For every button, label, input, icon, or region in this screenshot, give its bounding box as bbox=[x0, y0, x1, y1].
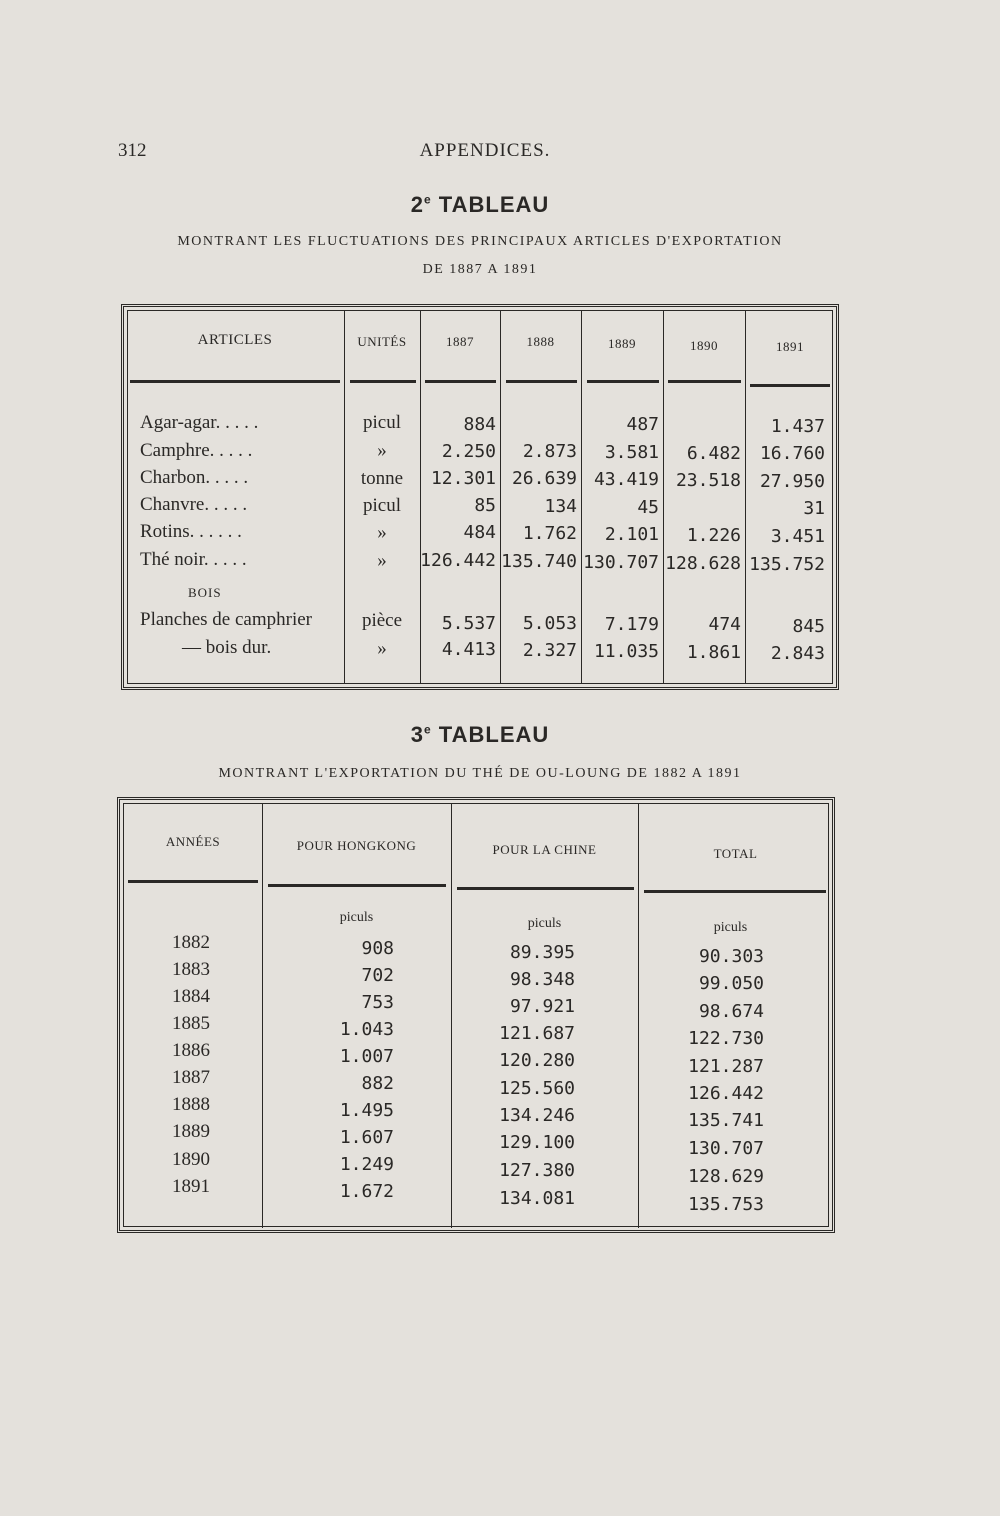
table2-value-1890: 6.482 bbox=[686, 443, 741, 464]
table3-chine: 98.348 bbox=[509, 969, 575, 990]
table3-header-rule bbox=[128, 880, 258, 883]
table3-year: 1884 bbox=[172, 986, 210, 1007]
table2-value-1891: 3.451 bbox=[770, 526, 825, 547]
table2-header-1888: 1888 bbox=[526, 334, 555, 349]
table3-total: 135.753 bbox=[688, 1194, 764, 1215]
table2-value-1889: 130.707 bbox=[583, 552, 659, 573]
table2-article: — bois dur. bbox=[182, 637, 272, 658]
table2-title-num: 2 bbox=[410, 192, 424, 217]
table3-year: 1888 bbox=[172, 1094, 210, 1115]
table3-hongkong: 908 bbox=[361, 938, 394, 959]
table2-unit: » bbox=[377, 638, 387, 659]
table2-value-1889: 487 bbox=[626, 414, 659, 435]
table3-hongkong: 1.249 bbox=[339, 1154, 394, 1175]
table2-value-1887: 5.537 bbox=[441, 613, 496, 634]
table3-total: 121.287 bbox=[688, 1056, 764, 1077]
table2-article: Charbon. . . . . bbox=[140, 467, 249, 488]
table3-hongkong: 1.607 bbox=[339, 1127, 394, 1148]
table3-header-hongkong: POUR HONGKONG bbox=[296, 838, 417, 853]
table2-value-1887: 4.413 bbox=[441, 639, 496, 660]
table2-header-1889: 1889 bbox=[608, 336, 636, 351]
page-number: 312 bbox=[118, 140, 147, 161]
table3-title-word: TABLEAU bbox=[438, 722, 550, 747]
table3-total: 135.741 bbox=[688, 1110, 764, 1131]
table2-value-1887: 884 bbox=[463, 414, 496, 435]
table2-value-1888: 134 bbox=[544, 496, 577, 517]
table2-value-1889: 43.419 bbox=[593, 469, 659, 490]
table2-value-1891: 1.437 bbox=[770, 416, 825, 437]
table2-unit: picul bbox=[363, 495, 401, 516]
table2-unit: tonne bbox=[360, 468, 404, 489]
table2-value-1891: 135.752 bbox=[749, 554, 825, 575]
table2-header-rule bbox=[130, 380, 340, 383]
table2-value-1889: 3.581 bbox=[604, 442, 659, 463]
table2-value-1888: 135.740 bbox=[501, 551, 577, 572]
table3-unit-hongkong: piculs bbox=[339, 910, 374, 925]
table3-hongkong: 1.043 bbox=[339, 1019, 394, 1040]
table3-title-sup: e bbox=[423, 722, 432, 737]
table2-title bbox=[0, 192, 960, 218]
table2-header-1887: 1887 bbox=[446, 334, 474, 349]
table2-title-word: TABLEAU bbox=[438, 192, 550, 217]
table2-article: Camphre. . . . . bbox=[140, 440, 253, 461]
table2-unit: » bbox=[377, 550, 387, 571]
table2-value-1888: 1.762 bbox=[522, 523, 577, 544]
table3-chine: 125.560 bbox=[499, 1078, 575, 1099]
table2-subtitle-line1: MONTRANT LES FLUCTUATIONS DES PRINCIPAUX ARTICLES D'EXPORTATION bbox=[177, 234, 783, 249]
table3-hongkong: 702 bbox=[361, 965, 394, 986]
table2-header-1891: 1891 bbox=[776, 339, 804, 354]
table3-chine: 120.280 bbox=[499, 1050, 575, 1071]
table2-value-1888: 2.327 bbox=[522, 640, 577, 661]
table3-year: 1889 bbox=[172, 1121, 210, 1142]
table2-header-rule bbox=[750, 384, 830, 387]
table2-value-1891: 31 bbox=[803, 498, 825, 519]
table2-value-1890: 1.861 bbox=[686, 642, 741, 663]
table2-value-1891: 2.843 bbox=[770, 643, 825, 664]
table2-article: Agar-agar. . . . . bbox=[140, 412, 259, 433]
table2-value-1889: 2.101 bbox=[604, 524, 659, 545]
table2-unit: pièce bbox=[361, 610, 403, 631]
table3-title-num: 3 bbox=[410, 722, 424, 747]
table2-value-1890: 23.518 bbox=[675, 470, 741, 491]
table2-value-1887: 126.442 bbox=[420, 550, 496, 571]
table2-value-1889: 7.179 bbox=[604, 614, 659, 635]
table2-header-rule bbox=[350, 380, 416, 383]
table2-value-1888: 5.053 bbox=[522, 613, 577, 634]
table3-total: 98.674 bbox=[698, 1001, 764, 1022]
table3-chine: 134.081 bbox=[499, 1188, 575, 1209]
table3-header-rule bbox=[644, 890, 826, 893]
table2-value-1889: 11.035 bbox=[593, 641, 659, 662]
table2-header-unites: UNITÉS bbox=[357, 334, 407, 349]
table3-total: 128.629 bbox=[688, 1166, 764, 1187]
running-head: APPENDICES. bbox=[419, 140, 551, 161]
table3-total: 130.707 bbox=[688, 1138, 764, 1159]
table3-year: 1883 bbox=[172, 959, 210, 980]
table2-value-1890: 1.226 bbox=[686, 525, 741, 546]
table3-hongkong: 1.672 bbox=[339, 1181, 394, 1202]
table3-header-total: TOTAL bbox=[713, 846, 758, 861]
table2-section-bois: BOIS bbox=[188, 585, 222, 600]
table3-year: 1882 bbox=[172, 932, 210, 953]
table3-total: 99.050 bbox=[698, 973, 764, 994]
table2-header-articles: ARTICLES bbox=[197, 332, 273, 348]
table3-total: 122.730 bbox=[688, 1028, 764, 1049]
table3-chine: 89.395 bbox=[509, 942, 575, 963]
table3-header-rule bbox=[268, 884, 446, 887]
table2-value-1890: 474 bbox=[708, 614, 741, 635]
table3-unit-total: piculs bbox=[713, 920, 748, 935]
table2-article: Chanvre. . . . . bbox=[140, 494, 248, 515]
table2-value-1887: 85 bbox=[474, 495, 496, 516]
table2-article: Planches de camphrier bbox=[140, 609, 312, 630]
table3-year: 1891 bbox=[172, 1176, 210, 1197]
table2-article: Rotins. . . . . . bbox=[140, 521, 242, 542]
table3-year: 1887 bbox=[172, 1067, 210, 1088]
table2-header-rule bbox=[425, 380, 496, 383]
table3-header-annees: ANNÉES bbox=[165, 834, 221, 849]
table3-unit-chine: piculs bbox=[527, 916, 562, 931]
table3-chine: 134.246 bbox=[499, 1105, 575, 1126]
table2-article: Thé noir. . . . . bbox=[140, 549, 247, 570]
table3-year: 1886 bbox=[172, 1040, 210, 1061]
table3-hongkong: 1.495 bbox=[339, 1100, 394, 1121]
table2-header-rule bbox=[668, 380, 741, 383]
table2-header-1890: 1890 bbox=[690, 338, 718, 353]
table2-value-1887: 2.250 bbox=[441, 441, 496, 462]
table2-value-1888: 26.639 bbox=[511, 468, 577, 489]
table2-value-1891: 845 bbox=[792, 616, 825, 637]
table3-hongkong: 753 bbox=[361, 992, 394, 1013]
table2-unit: picul bbox=[363, 412, 401, 433]
table3-total: 126.442 bbox=[688, 1083, 764, 1104]
table2-value-1887: 12.301 bbox=[430, 468, 496, 489]
table3-hongkong: 882 bbox=[361, 1073, 394, 1094]
table3-title bbox=[0, 722, 960, 748]
table3-subtitle: MONTRANT L'EXPORTATION DU THÉ DE OU-LOUNG DE 1882 A 1891 bbox=[218, 766, 742, 781]
table3-year: 1885 bbox=[172, 1013, 210, 1034]
table2-value-1891: 27.950 bbox=[759, 471, 825, 492]
table3-year: 1890 bbox=[172, 1149, 210, 1170]
table2-value-1889: 45 bbox=[637, 497, 659, 518]
table2-title-sup: e bbox=[423, 192, 432, 207]
table3-chine: 97.921 bbox=[509, 996, 575, 1017]
table2-value-1888: 2.873 bbox=[522, 441, 577, 462]
table2-value-1890: 128.628 bbox=[665, 553, 741, 574]
table2-subtitle-line2: DE 1887 A 1891 bbox=[422, 262, 538, 277]
table3-hongkong: 1.007 bbox=[339, 1046, 394, 1067]
table2-header-rule bbox=[587, 380, 659, 383]
table3-total: 90.303 bbox=[698, 946, 764, 967]
table2-unit: » bbox=[377, 440, 387, 461]
table3-chine: 127.380 bbox=[499, 1160, 575, 1181]
table2-unit: » bbox=[377, 522, 387, 543]
table2-header-rule bbox=[506, 380, 577, 383]
table3-header-rule bbox=[457, 887, 634, 890]
table3-chine: 121.687 bbox=[499, 1023, 575, 1044]
table2-value-1887: 484 bbox=[463, 522, 496, 543]
table3-chine: 129.100 bbox=[499, 1132, 575, 1153]
table2-value-1891: 16.760 bbox=[759, 443, 825, 464]
table3-header-chine: POUR LA CHINE bbox=[492, 842, 597, 857]
